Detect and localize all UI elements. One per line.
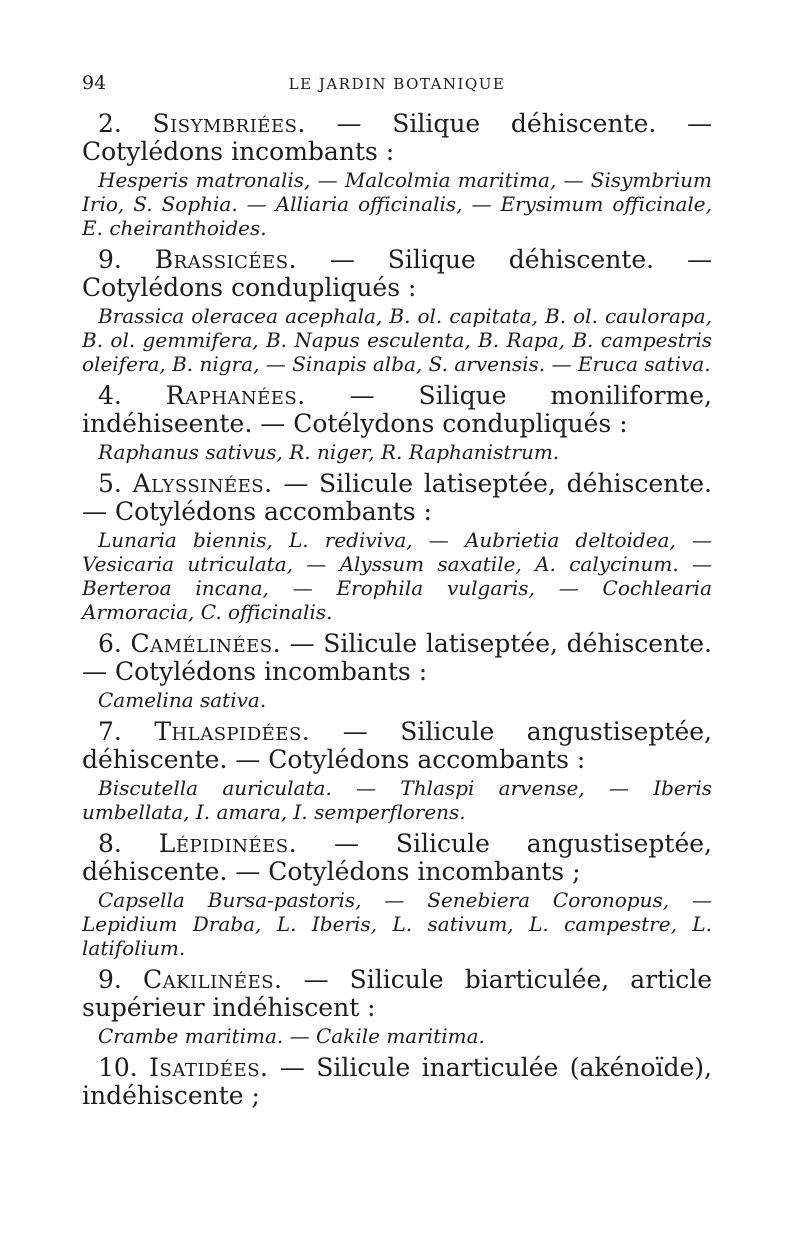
species-list: Biscutella auriculata. — Thlaspi arvense, — Iberis umbellata, I. amara, I. semperflorens. — [82, 776, 712, 824]
section-description: — Silicule angustiseptée, déhiscente. — Cotylédons accombants : — [82, 717, 712, 774]
section-name: Lépidinées. — [158, 829, 298, 858]
section-cakilinees — [82, 966, 712, 1048]
section-name: Sisymbriées. — [152, 109, 306, 138]
section-heading — [82, 830, 712, 886]
section-description: — Silicule biarticulée, article supérieur indéhiscent : — [82, 965, 713, 1022]
section-name: Raphanées. — [165, 381, 306, 410]
section-name: Brassicées. — [154, 245, 297, 274]
section-name: Isatidées. — [149, 1053, 269, 1082]
section-alyssinees — [82, 470, 712, 624]
section-camelinees — [82, 630, 712, 712]
section-name: Thlaspidées. — [154, 717, 311, 746]
section-description: — Silicule angustiseptée, déhiscente. — Cotylédons incombants ; — [82, 829, 712, 886]
section-name: Cakilinées. — [142, 965, 283, 994]
species-list: Hesperis matronalis, — Malcolmia maritima, — Sisymbrium Irio, S. Sophia. — Alliaria officinalis, — Erysimum officinale, E. cheiranthoides. — [82, 168, 712, 240]
section-heading — [82, 1054, 712, 1110]
section-number: 8. — [98, 829, 122, 858]
section-heading — [82, 718, 712, 774]
section-number: 7. — [98, 717, 122, 746]
section-name: Alyssinées. — [132, 469, 273, 498]
section-lepidinees — [82, 830, 712, 960]
species-list: Brassica oleracea acephala, B. ol. capitata, B. ol. caulorapa, B. ol. gemmifera, B. Napus esculenta, B. Rapa, B. campestris oleifera, B. nigra, — Sinapis alba, S. arvensis. — Eruca sativa. — [82, 304, 712, 376]
section-number: 5. — [98, 469, 122, 498]
section-description: — Silique déhiscente. — Cotylédons incombants : — [82, 109, 712, 166]
species-list: Crambe maritima. — Cakile maritima. — [98, 1024, 485, 1048]
species-list: Camelina sativa. — [98, 688, 267, 712]
section-number: 9. — [98, 245, 122, 274]
section-heading — [82, 470, 712, 526]
section-heading — [82, 382, 712, 438]
section-heading — [82, 966, 712, 1022]
section-sisymbriees — [82, 110, 712, 240]
section-heading — [82, 246, 712, 302]
section-name: Camélinées. — [130, 629, 282, 658]
running-title: LE JARDIN BOTANIQUE — [288, 75, 506, 93]
section-description: — Silicule latiseptée, déhiscente. — Cotylédons incombants : — [82, 629, 712, 686]
section-thlaspidees — [82, 718, 712, 824]
section-number: 2. — [98, 109, 122, 138]
section-brassicees — [82, 246, 712, 376]
section-heading — [82, 630, 712, 686]
section-description: — Silique moniliforme, indéhiseente. — Cotélydons condupliqués : — [82, 381, 712, 438]
section-description: — Silicule inarticulée (akénoïde), indéhiscente ; — [82, 1053, 712, 1110]
page-number: 94 — [82, 72, 107, 94]
section-number: 10. — [98, 1053, 138, 1082]
section-description: — Silicule latiseptée, déhiscente. — Cotylédons accombants : — [82, 469, 713, 526]
section-number: 6. — [98, 629, 122, 658]
species-list: Capsella Bursa-pastoris, — Senebiera Coronopus, — Lepidium Draba, L. Iberis, L. sativum, L. campestre, L. latifolium. — [82, 888, 712, 960]
page-content — [82, 110, 712, 1116]
section-number: 9. — [98, 965, 122, 994]
species-list: Raphanus sativus, R. niger, R. Raphanistrum. — [98, 440, 560, 464]
section-heading — [82, 110, 712, 166]
page-header — [82, 72, 712, 96]
species-list: Lunaria biennis, L. rediviva, — Aubrietia deltoidea, — Vesicaria utriculata, — Alyssum saxatile, A. calycinum. — Berteroa incana, — Erophila vulgaris, — Cochlearia Armoracia, C. officinalis. — [82, 528, 712, 624]
section-isatidees — [82, 1054, 712, 1110]
section-description: — Silique déhiscente. — Cotylédons condupliqués : — [82, 245, 713, 302]
section-number: 4. — [98, 381, 122, 410]
section-raphanees — [82, 382, 712, 464]
